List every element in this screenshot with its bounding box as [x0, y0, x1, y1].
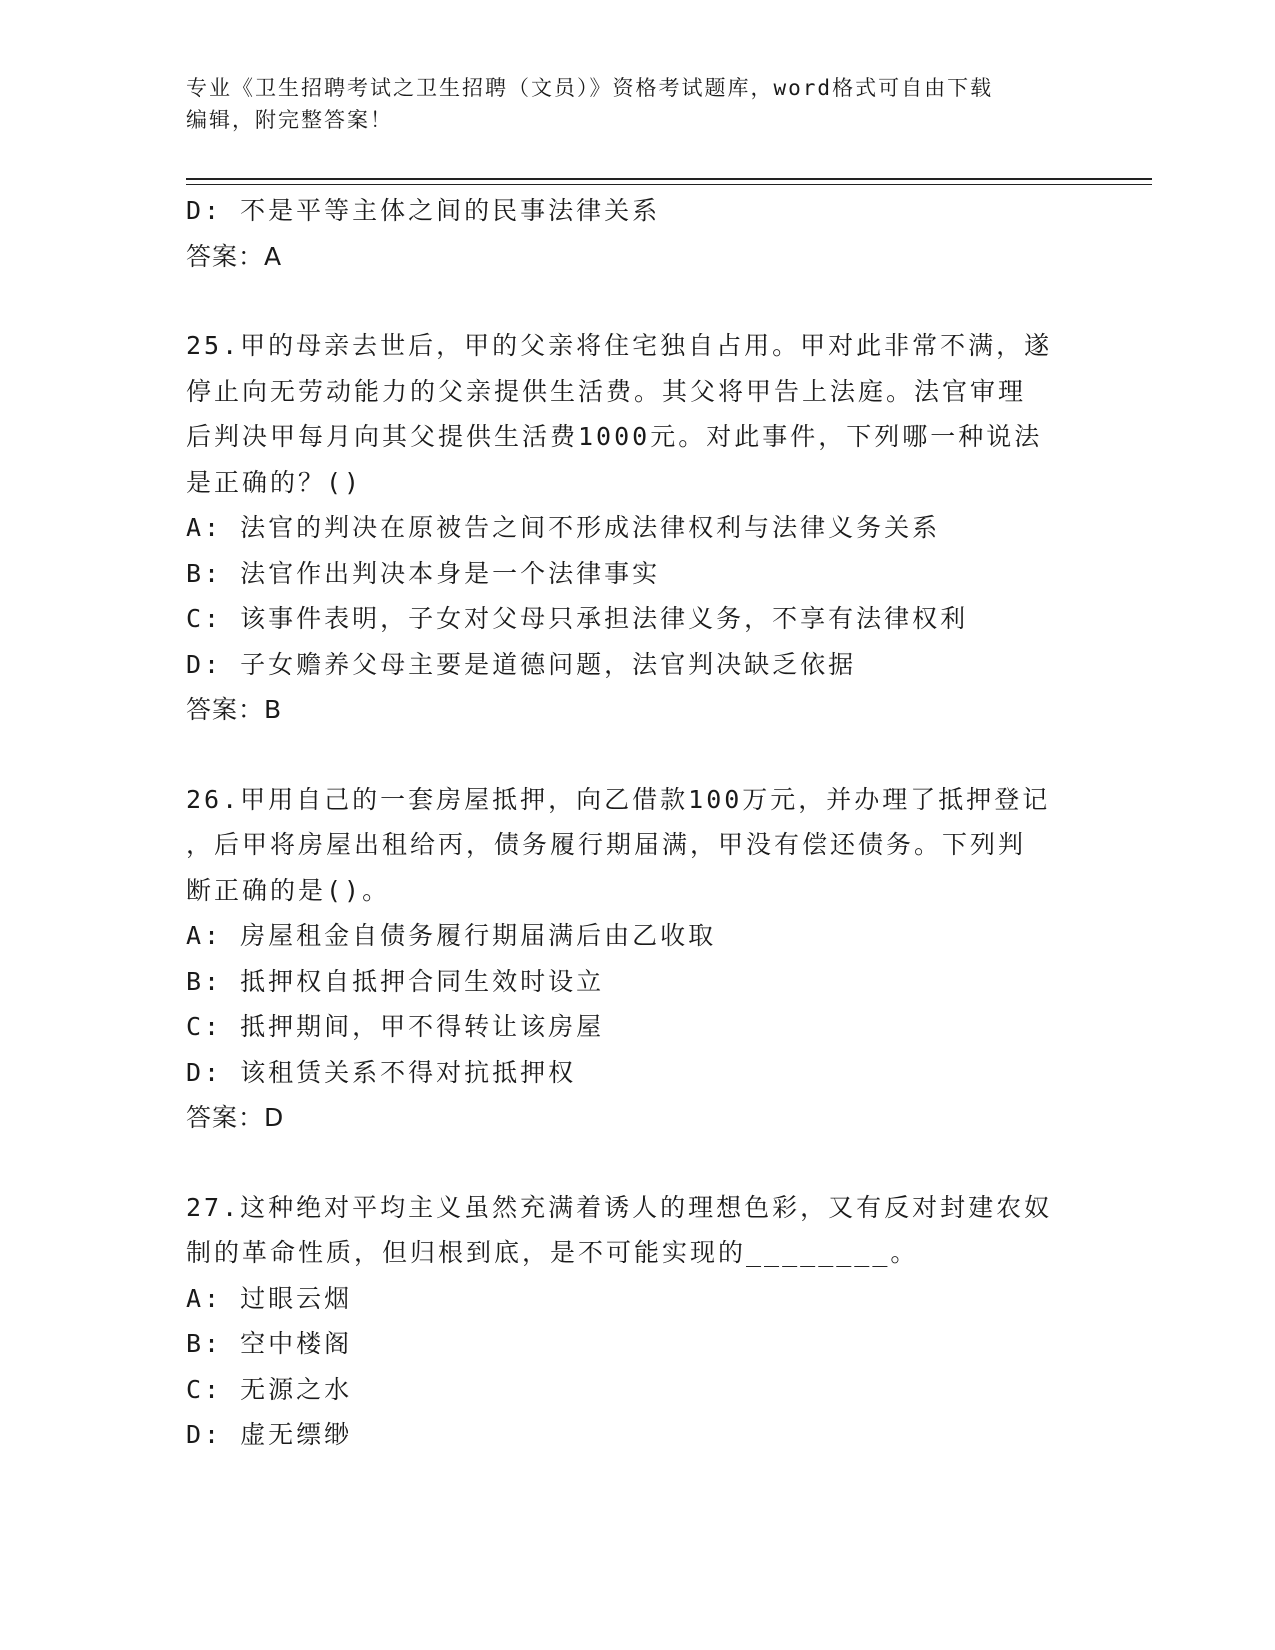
option-b: B: 空中楼阁: [186, 1329, 353, 1358]
question-content: [186, 188, 1086, 1458]
question-text-line: 停止向无劳动能力的父亲提供生活费。其父将甲告上法庭。法官审理: [186, 376, 1027, 406]
option-b: B: 抵押权自抵押合同生效时设立: [186, 966, 605, 996]
option-d: D: 该租赁关系不得对抗抵押权: [186, 1057, 577, 1087]
option-a: A: 法官的判决在原被告之间不形成法律权利与法律义务关系: [186, 513, 941, 542]
document-header: [186, 72, 1086, 136]
option-a: A: 房屋租金自债务履行期届满后由乙收取: [186, 921, 717, 950]
answer: 答案：D: [186, 1103, 285, 1132]
option-a: A: 过眼云烟: [186, 1283, 353, 1313]
option-b: B: 法官作出判决本身是一个法律事实: [186, 558, 661, 588]
question-text-line: 制的革命性质，但归根到底，是不可能实现的________。: [186, 1238, 919, 1267]
question-27: [186, 1185, 1066, 1458]
header-divider-thick: [186, 178, 1152, 180]
question-text-line: 是正确的？(): [186, 467, 363, 497]
spacer: [186, 279, 1086, 323]
option-d: D: 子女赡养父母主要是道德问题，法官判决缺乏依据: [186, 649, 857, 679]
header-line-1: 专业《卫生招聘考试之卫生招聘（文员）》资格考试题库，word格式可自由下载: [186, 76, 994, 100]
carryover-option-d: D: 不是平等主体之间的民事法律关系: [186, 196, 661, 225]
question-text-line: 后判决甲每月向其父提供生活费1000元。对此事件，下列哪一种说法: [186, 422, 1043, 451]
header-line-2: 编辑，附完整答案！: [186, 108, 393, 132]
option-d: D: 虚无缥缈: [186, 1420, 353, 1449]
question-text-line: 25.甲的母亲去世后，甲的父亲将住宅独自占用。甲对此非常不满，遂: [186, 331, 1053, 360]
answer: 答案：B: [186, 695, 283, 724]
option-c: C: 抵押期间，甲不得转让该房屋: [186, 1012, 605, 1041]
spacer: [186, 1141, 1086, 1185]
header-divider-thin: [186, 184, 1152, 185]
spacer: [186, 733, 1086, 777]
question-text-line: 27.这种绝对平均主义虽然充满着诱人的理想色彩，又有反对封建农奴: [186, 1192, 1053, 1222]
carryover-answer: 答案：A: [186, 241, 283, 271]
question-text-line: 断正确的是()。: [186, 875, 391, 905]
option-c: C: 无源之水: [186, 1374, 353, 1404]
question-25: [186, 323, 1066, 733]
option-c: C: 该事件表明，子女对父母只承担法律义务，不享有法律权利: [186, 604, 969, 633]
question-text-line: 26.甲用自己的一套房屋抵押，向乙借款100万元，并办理了抵押登记: [186, 784, 1051, 814]
question-26: [186, 777, 1066, 1141]
question-text-line: ，后甲将房屋出租给丙，债务履行期届满，甲没有偿还债务。下列判: [186, 830, 1027, 859]
